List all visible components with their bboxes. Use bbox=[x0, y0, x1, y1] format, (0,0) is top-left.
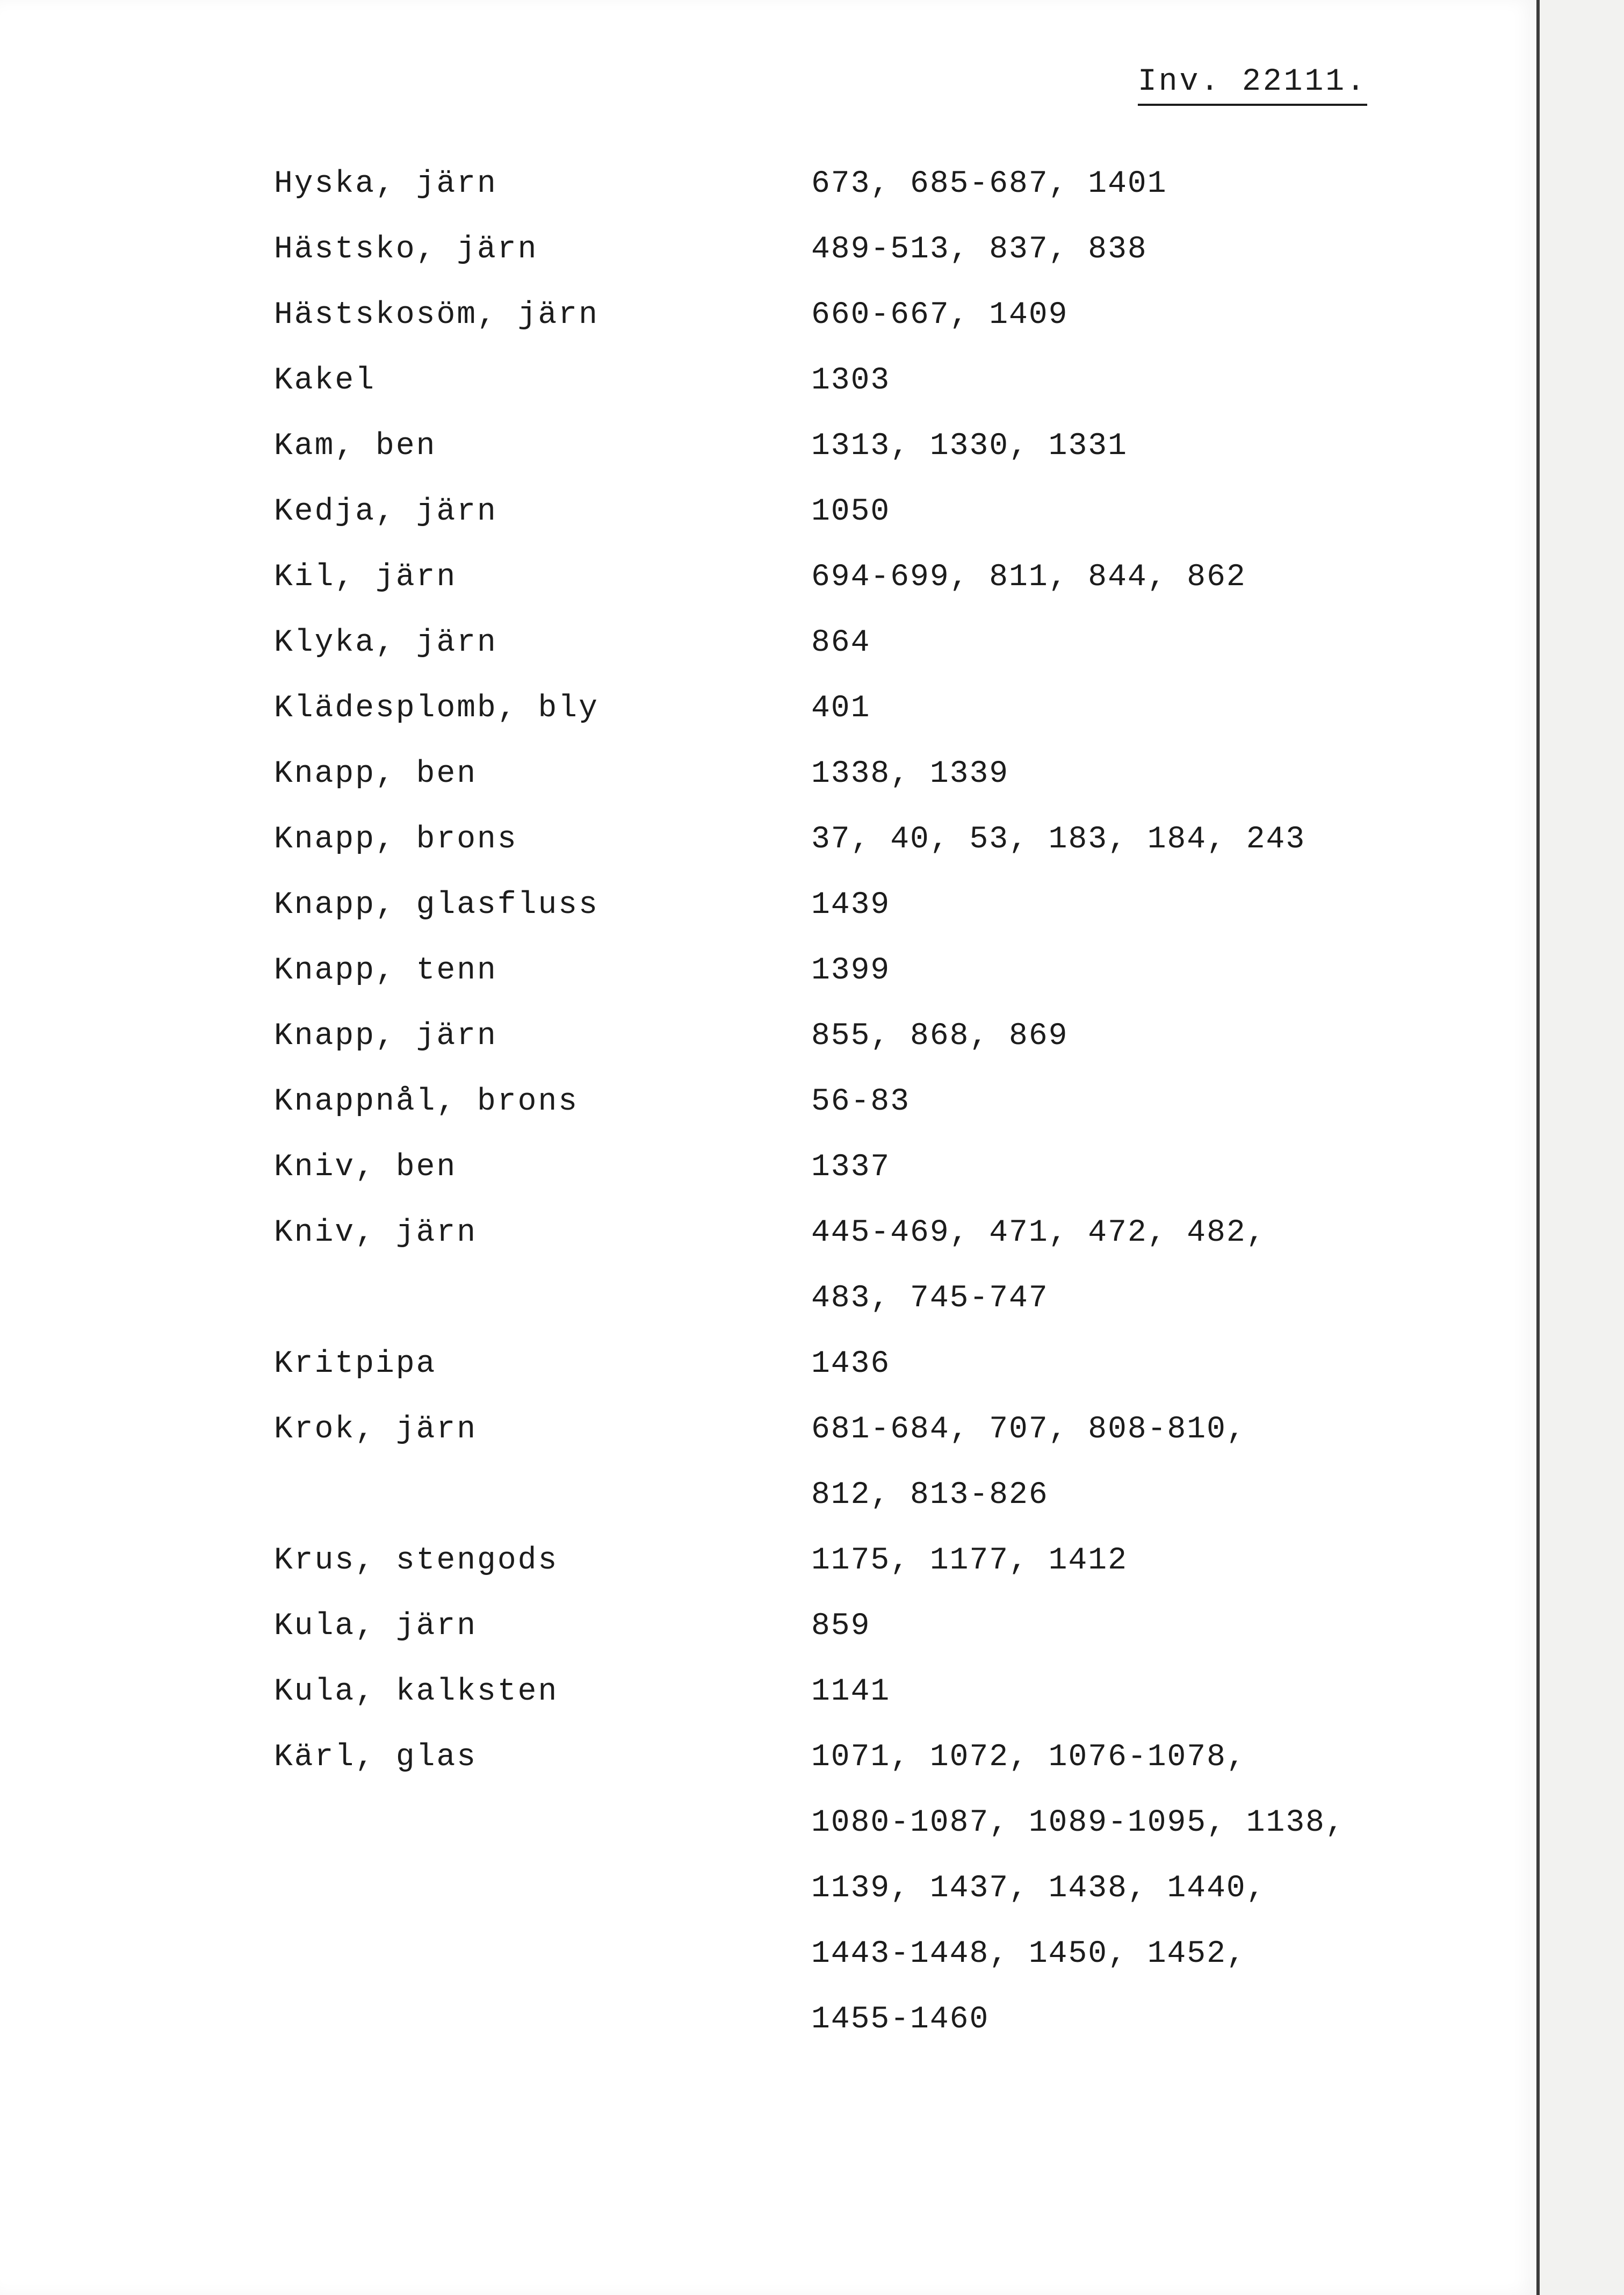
ref-line: 1303 bbox=[811, 363, 891, 398]
index-entry bbox=[0, 822, 1536, 888]
entry-refs bbox=[811, 560, 1246, 625]
ref-line: 1139, 1437, 1438, 1440, bbox=[811, 1871, 1266, 1906]
entry-refs bbox=[811, 1412, 1246, 1543]
index-entry bbox=[0, 1215, 1536, 1316]
entry-term: Kritpipa bbox=[274, 1347, 437, 1382]
index-entry bbox=[0, 625, 1536, 691]
ref-line: 673, 685-687, 1401 bbox=[811, 167, 1167, 202]
ref-line: 859 bbox=[811, 1609, 871, 1644]
entry-refs bbox=[811, 822, 1305, 888]
entry-term: Kärl, glas bbox=[274, 1740, 478, 1775]
ref-line: 1313, 1330, 1331 bbox=[811, 429, 1128, 464]
entry-refs bbox=[811, 757, 1009, 822]
entry-refs bbox=[811, 691, 870, 757]
ref-line: 1141 bbox=[811, 1674, 891, 1709]
ref-line: 1337 bbox=[811, 1150, 891, 1185]
index-entry bbox=[0, 1740, 1536, 2037]
index-entry bbox=[0, 1609, 1536, 1674]
entry-refs bbox=[811, 1609, 870, 1674]
entry-refs bbox=[811, 625, 870, 691]
ref-line: 694-699, 811, 844, 862 bbox=[811, 560, 1246, 595]
entry-refs bbox=[811, 888, 890, 953]
index-entry bbox=[0, 1150, 1536, 1215]
ref-line: 1338, 1339 bbox=[811, 757, 1009, 792]
index-entry bbox=[0, 232, 1536, 298]
index-entry bbox=[0, 757, 1536, 822]
entry-refs bbox=[811, 953, 890, 1019]
index-entry bbox=[0, 1084, 1536, 1150]
entry-term: Krus, stengods bbox=[274, 1543, 559, 1578]
ref-line: 445-469, 471, 472, 482, bbox=[811, 1215, 1266, 1250]
entry-refs bbox=[811, 167, 1167, 232]
ref-line: 855, 868, 869 bbox=[811, 1019, 1069, 1054]
ref-line: 37, 40, 53, 183, 184, 243 bbox=[811, 822, 1306, 857]
ref-line: 56-83 bbox=[811, 1084, 911, 1119]
entry-refs bbox=[811, 298, 1068, 363]
index-entry bbox=[0, 953, 1536, 1019]
ref-line: 483, 745-747 bbox=[811, 1281, 1049, 1316]
entry-term: Kula, järn bbox=[274, 1609, 478, 1644]
index-entry bbox=[0, 1674, 1536, 1740]
ref-line: 1175, 1177, 1412 bbox=[811, 1543, 1128, 1578]
entry-term: Kil, järn bbox=[274, 560, 457, 595]
inventory-number: Inv. 22111. bbox=[1138, 64, 1367, 106]
entry-refs bbox=[811, 494, 890, 560]
entry-term: Klyka, järn bbox=[274, 625, 497, 660]
index-entry bbox=[0, 1543, 1536, 1609]
ref-line: 681-684, 707, 808-810, bbox=[811, 1412, 1246, 1447]
index-entry bbox=[0, 691, 1536, 757]
entry-refs bbox=[811, 1215, 1266, 1347]
entry-term: Knappnål, brons bbox=[274, 1084, 579, 1119]
index-entry bbox=[0, 494, 1536, 560]
entry-refs bbox=[811, 1740, 1345, 2068]
entry-term: Hästsko, järn bbox=[274, 232, 538, 267]
ref-line: 660-667, 1409 bbox=[811, 298, 1069, 333]
ref-line: 1399 bbox=[811, 953, 891, 988]
ref-line: 1080-1087, 1089-1095, 1138, bbox=[811, 1805, 1345, 1840]
ref-line: 1050 bbox=[811, 494, 891, 529]
entry-term: Knapp, ben bbox=[274, 757, 478, 792]
index-entry bbox=[0, 1412, 1536, 1513]
index-entry bbox=[0, 167, 1536, 232]
entry-term: Krok, järn bbox=[274, 1412, 478, 1447]
index-entry bbox=[0, 298, 1536, 363]
index-entry bbox=[0, 888, 1536, 953]
ref-line: 864 bbox=[811, 625, 871, 660]
index-entry bbox=[0, 363, 1536, 429]
entry-term: Kam, ben bbox=[274, 429, 437, 464]
ref-line: 1071, 1072, 1076-1078, bbox=[811, 1740, 1246, 1775]
ref-line: 812, 813-826 bbox=[811, 1478, 1049, 1513]
ref-line: 401 bbox=[811, 691, 871, 726]
entry-refs bbox=[811, 1347, 890, 1412]
entry-refs bbox=[811, 1674, 890, 1740]
entry-refs bbox=[811, 429, 1128, 494]
entry-refs bbox=[811, 1084, 910, 1150]
entry-refs bbox=[811, 363, 890, 429]
entry-term: Kakel bbox=[274, 363, 376, 398]
entry-term: Knapp, brons bbox=[274, 822, 518, 857]
index-entry bbox=[0, 429, 1536, 494]
entry-term: Kniv, järn bbox=[274, 1215, 478, 1250]
ref-line: 489-513, 837, 838 bbox=[811, 232, 1147, 267]
ref-line: 1436 bbox=[811, 1347, 891, 1382]
entry-term: Hyska, järn bbox=[274, 167, 497, 202]
entry-refs bbox=[811, 1543, 1128, 1609]
entry-term: Kula, kalksten bbox=[274, 1674, 559, 1709]
ref-line: 1439 bbox=[811, 888, 891, 923]
entry-term: Knapp, glasfluss bbox=[274, 888, 599, 923]
entry-term: Klädesplomb, bly bbox=[274, 691, 599, 726]
index-entry bbox=[0, 1019, 1536, 1084]
index-entry bbox=[0, 1347, 1536, 1412]
index-entry bbox=[0, 560, 1536, 625]
entry-term: Kedja, järn bbox=[274, 494, 497, 529]
ref-line: 1455-1460 bbox=[811, 2002, 990, 2037]
entry-refs bbox=[811, 1150, 890, 1215]
entry-term: Knapp, tenn bbox=[274, 953, 497, 988]
scan-margin bbox=[1540, 0, 1624, 2295]
ref-line: 1443-1448, 1450, 1452, bbox=[811, 1937, 1246, 1972]
entry-term: Knapp, järn bbox=[274, 1019, 497, 1054]
entry-refs bbox=[811, 232, 1147, 298]
entry-refs bbox=[811, 1019, 1068, 1084]
entry-term: Kniv, ben bbox=[274, 1150, 457, 1185]
entry-term: Hästskosöm, järn bbox=[274, 298, 599, 333]
